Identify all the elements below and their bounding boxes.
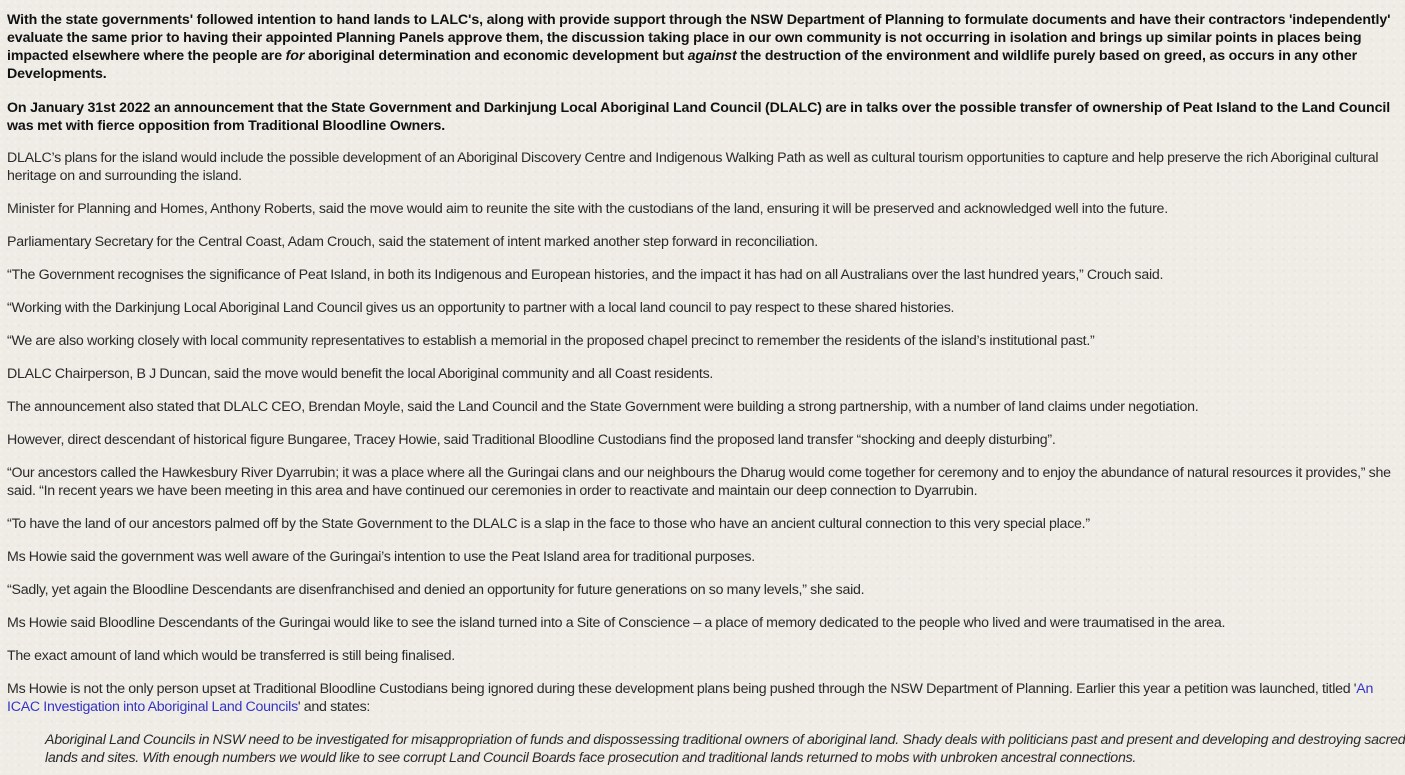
paragraph-petition [7, 680, 1405, 716]
petition-quote: Aboriginal Land Councils in NSW need to be investigated for misappropriation of funds and dispossessing traditional owners of aboriginal land. Shady deals with politicians past and present and developing and destroying sacred lands and sites. With enough numbers we would like to see corrupt Land Council Boards face prosecution and traditional lands returned to mobs with unbroken ancestral connections. [45, 732, 1405, 766]
paragraph-chairperson: DLALC Chairperson, B J Duncan, said the move would benefit the local Aboriginal community and all Coast residents. [7, 366, 714, 382]
petition-text-after: ' and states: [297, 699, 371, 715]
paragraph-disenfranchised: “Sadly, yet again the Bloodline Descendants are disenfranchised and denied an opportunity for future generations on so many levels,” she said. [7, 582, 865, 598]
paragraph-working-with: “Working with the Darkinjung Local Aboriginal Land Council gives us an opportunity to partner with a local land council to pay respect to these shared histories. [7, 300, 955, 316]
paragraph-government-aware: Ms Howie said the government was well aware of the Guringai’s intention to use the Peat Island area for traditional purposes. [7, 549, 755, 565]
article-body [7, 11, 1405, 767]
petition-text-before: Ms Howie is not the only person upset at Traditional Bloodline Custodians being ignored during these development plans being pushed through the NSW Department of Planning. Earlier this year a petition was launched, titled ' [7, 681, 1357, 697]
paragraph-parliamentary-secretary: Parliamentary Secretary for the Central Coast, Adam Crouch, said the statement of intent marked another step forward in reconciliation. [7, 234, 818, 250]
paragraph-slap-in-face: “To have the land of our ancestors palmed off by the State Government to the DLALC is a slap in the face to those who have an ancient cultural connection to this very special place.” [7, 516, 1090, 532]
intro-text-2: aboriginal determination and economic development but [304, 48, 688, 64]
paragraph-ceo: The announcement also stated that DLALC CEO, Brendan Moyle, said the Land Council and the State Government were building a strong partnership, with a number of land claims under negotiation. [7, 399, 1199, 415]
paragraph-ancestors: “Our ancestors called the Hawkesbury River Dyarrubin; it was a place where all the Guringai clans and our neighbours the Dharug would come together for ceremony and to enjoy the abundance of natural resources it provides,” she said. “In recent years we have been meeting in this area and have continued our ceremonies in order to reactivate and maintain our deep connection to Dyarrubin. [7, 465, 1391, 499]
intro-text-1: With the state governments' followed intention to hand lands to LALC's, along with provide support through the NSW Department of Planning to formulate documents and have their contractors 'independently' evaluate the same prior to having their appointed Planning Panels approve them, the discussion taking place in our own community is not occurring in isolation and brings up similar points in places being impacted elsewhere where the people are [7, 12, 1391, 64]
paragraph-crouch-quote: “The Government recognises the significance of Peat Island, in both its Indigenous and European histories, and the impact it has had on all Australians over the last hundred years,” Crouch said. [7, 267, 1164, 283]
paragraph-memorial: “We are also working closely with local community representatives to establish a memorial in the proposed chapel precinct to remember the residents of the island’s institutional past.” [7, 333, 1095, 349]
lead-paragraph: On January 31st 2022 an announcement that the State Government and Darkinjung Local Aboriginal Land Council (DLALC) are in talks over the possible transfer of ownership of Peat Island to the Land Council was met with fierce opposition from Traditional Bloodline Owners. [7, 100, 1391, 134]
paragraph-minister: Minister for Planning and Homes, Anthony Roberts, said the move would aim to reunite the site with the custodians of the land, ensuring it will be preserved and acknowledged well into the future. [7, 201, 1168, 217]
intro-emphasis-against: against [687, 48, 737, 64]
paragraph-site-of-conscience: Ms Howie said Bloodline Descendants of the Guringai would like to see the island turned into a Site of Conscience – a place of memory dedicated to the people who lived and were traumatised in the area. [7, 615, 1226, 631]
petition-link[interactable]: An ICAC Investigation into Aboriginal Land Councils [7, 681, 1374, 715]
paragraph-howie-response: However, direct descendant of historical figure Bungaree, Tracey Howie, said Traditional Bloodline Custodians find the proposed land transfer “shocking and deeply disturbing”. [7, 432, 1056, 448]
intro-text-3: the destruction of the environment and wildlife purely based on greed, as occurs in any other Developments. [7, 48, 1358, 82]
intro-paragraph [7, 11, 1405, 83]
intro-emphasis-for: for [285, 48, 305, 64]
paragraph-dlalc-plans: DLALC’s plans for the island would include the possible development of an Aboriginal Discovery Centre and Indigenous Walking Path as well as cultural tourism opportunities to capture and help preserve the rich Aboriginal cultural heritage on and surrounding the island. [7, 150, 1379, 184]
paragraph-land-amount: The exact amount of land which would be transferred is still being finalised. [7, 648, 455, 664]
